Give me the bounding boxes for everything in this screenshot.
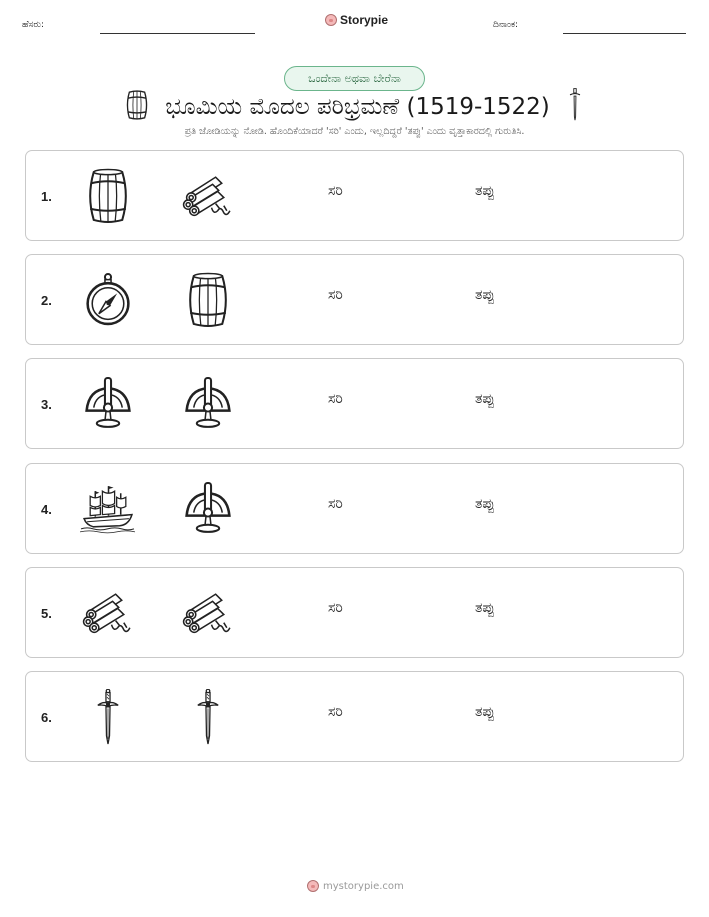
date-field[interactable] [563, 33, 686, 34]
question-card [25, 358, 684, 449]
rope-icon [180, 168, 236, 224]
question-number: 4. [41, 502, 52, 517]
compass-icon [80, 272, 136, 328]
question-card [25, 671, 684, 762]
astrolabe-icon [180, 481, 236, 537]
question-number: 1. [41, 189, 52, 204]
astrolabe-icon [80, 376, 136, 432]
pig-icon [307, 880, 319, 892]
choice-correct[interactable]: ಸರಿ [328, 704, 343, 720]
question-number: 5. [41, 606, 52, 621]
astrolabe-icon [180, 376, 236, 432]
rope-icon [80, 585, 136, 641]
sword-icon [80, 689, 136, 745]
footer [307, 880, 404, 892]
choice-correct[interactable]: ಸರಿ [328, 600, 343, 616]
name-label: ಹೆಸರು: [22, 20, 45, 30]
title-row [0, 88, 709, 126]
question-number: 3. [41, 397, 52, 412]
choice-wrong[interactable]: ತಪ್ಪು [475, 600, 495, 616]
choice-correct[interactable]: ಸರಿ [328, 391, 343, 407]
instructions: ಪ್ರತಿ ಜೋಡಿಯನ್ನು ನೋಡಿ. ಹೊಂದಿಕೆಯಾದರೆ 'ಸರಿ' ಎಂದು, ಇಲ್ಲದಿದ್ದರೆ 'ತಪ್ಪು' ಎಂದು ವೃತ್ತಾಕಾರದಲ್ಲಿ ಗುರುತಿಸಿ. [184, 126, 525, 137]
brand-name: Storypie [340, 13, 389, 27]
rope-icon [180, 585, 236, 641]
name-field[interactable] [100, 33, 255, 34]
choice-correct[interactable]: ಸರಿ [328, 287, 343, 303]
ship-icon [80, 481, 136, 537]
question-card [25, 567, 684, 658]
choice-wrong[interactable]: ತಪ್ಪು [475, 287, 495, 303]
choice-wrong[interactable]: ತಪ್ಪು [475, 704, 495, 720]
question-number: 6. [41, 710, 52, 725]
page-title: ಭೂಮಿಯ ಮೊದಲ ಪರಿಭ್ರಮಣೆ (1519-1522) [165, 94, 550, 120]
footer-url[interactable]: mystorypie.com [323, 880, 404, 892]
choice-wrong[interactable]: ತಪ್ಪು [475, 183, 495, 199]
barrel-icon [123, 90, 151, 124]
barrel-icon [80, 168, 136, 224]
barrel-icon [180, 272, 236, 328]
question-number: 2. [41, 293, 52, 308]
choice-correct[interactable]: ಸರಿ [328, 183, 343, 199]
brand-logo [325, 13, 388, 27]
choice-wrong[interactable]: ತಪ್ಪು [475, 496, 495, 512]
pig-icon [325, 14, 337, 26]
question-card [25, 150, 684, 241]
sword-icon [564, 88, 586, 126]
question-card [25, 254, 684, 345]
choice-correct[interactable]: ಸರಿ [328, 496, 343, 512]
question-card [25, 463, 684, 554]
date-label: ದಿನಾಂಕ: [493, 20, 519, 30]
choice-wrong[interactable]: ತಪ್ಪು [475, 391, 495, 407]
activity-badge: ಒಂದೇನಾ ಅಥವಾ ಬೇರೆನಾ [284, 66, 425, 91]
sword-icon [180, 689, 236, 745]
